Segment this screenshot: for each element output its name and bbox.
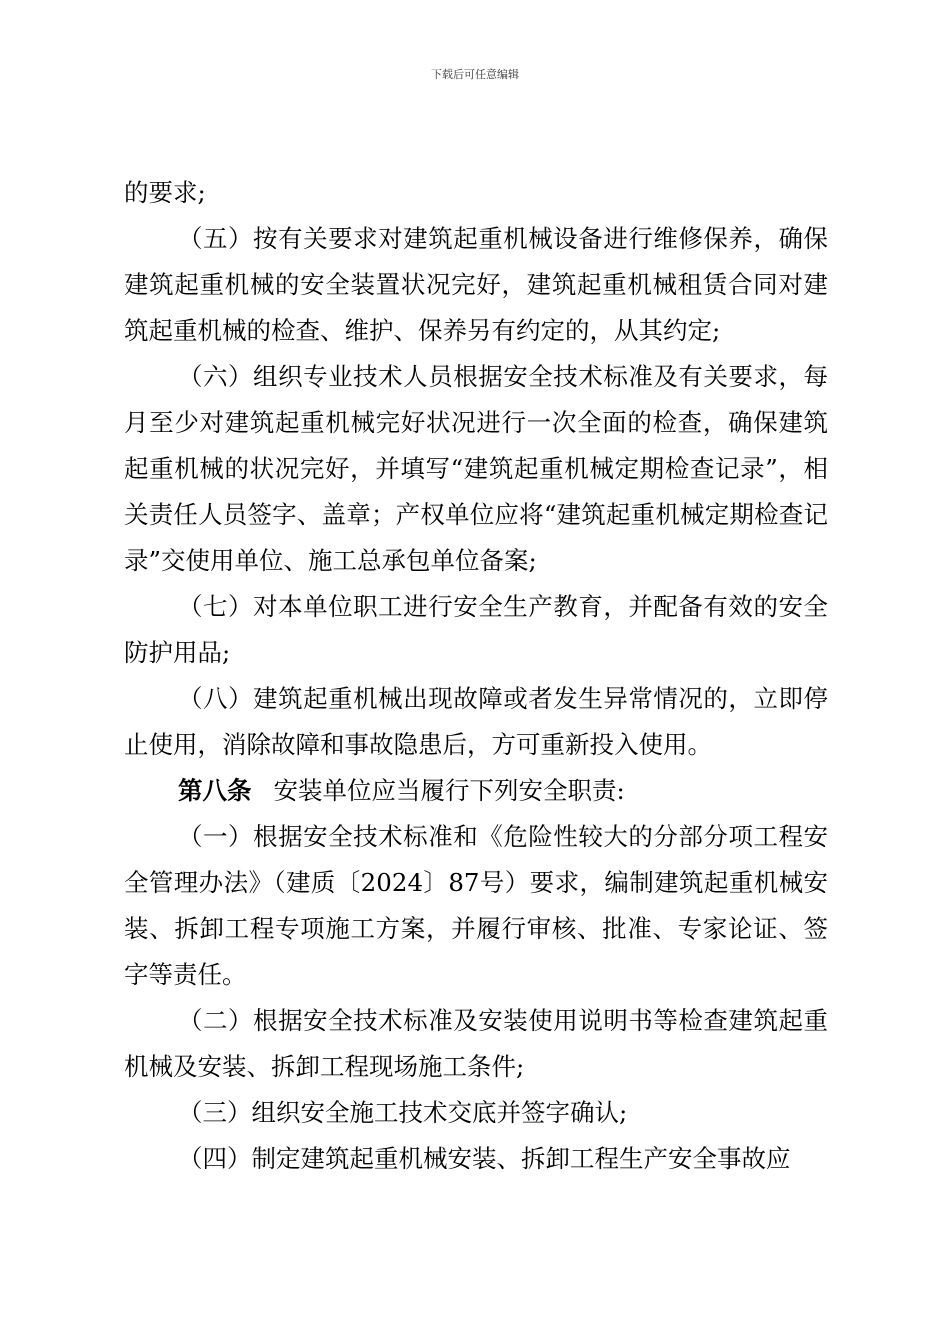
paragraph-item-7: （七）对本单位职工进行安全生产教育，并配备有效的安全防护用品; [124, 592, 828, 667]
paragraph-item-5: （五）按有关要求对建筑起重机械设备进行维修保养，确保建筑起重机械的安全装置状况完好，建筑起重机械租赁合同对建筑起重机械的检查、维护、保养另有约定的，从其约定; [124, 224, 828, 345]
paragraph-item-8: （八）建筑起重机械出现故障或者发生异常情况的，立即停止使用，消除故障和事故隐患后，方可重新投入使用。 [124, 684, 828, 759]
article-8-item-2: （二）根据安全技术标准及安装使用说明书等检查建筑起重机械及安装、拆卸工程现场施工条件; [124, 1006, 828, 1081]
article-8-item-3: （三）组织安全施工技术交底并签字确认; [178, 1098, 628, 1127]
article-8-item-1: （一）根据安全技术标准和《危险性较大的分部分项工程安全管理办法》（建质〔2024〕87号）要求，编制建筑起重机械安装、拆卸工程专项施工方案，并履行审核、批准、专家论证、签字等责任。 [124, 822, 828, 989]
article-8-heading: 第八条 [178, 776, 252, 805]
paragraph-continuation: 的要求; [124, 178, 206, 207]
page-header-note: 下载后可任意编辑 [431, 68, 519, 81]
article-8-text: 安装单位应当履行下列安全职责: [273, 776, 625, 805]
article-8 [124, 768, 828, 814]
paragraph-item-6: （六）组织专业技术人员根据安全技术标准及有关要求，每月至少对建筑起重机械完好状况进行一次全面的检查，确保建筑起重机械的状况完好，并填写“建筑起重机械定期检查记录”，相关责任人员签字、盖章；产权单位应将“建筑起重机械定期检查记录”交使用单位、施工总承包单位备案; [124, 362, 828, 575]
document-body [124, 170, 828, 1182]
article-8-item-4: （四）制定建筑起重机械安装、拆卸工程生产安全事故应 [178, 1144, 791, 1173]
